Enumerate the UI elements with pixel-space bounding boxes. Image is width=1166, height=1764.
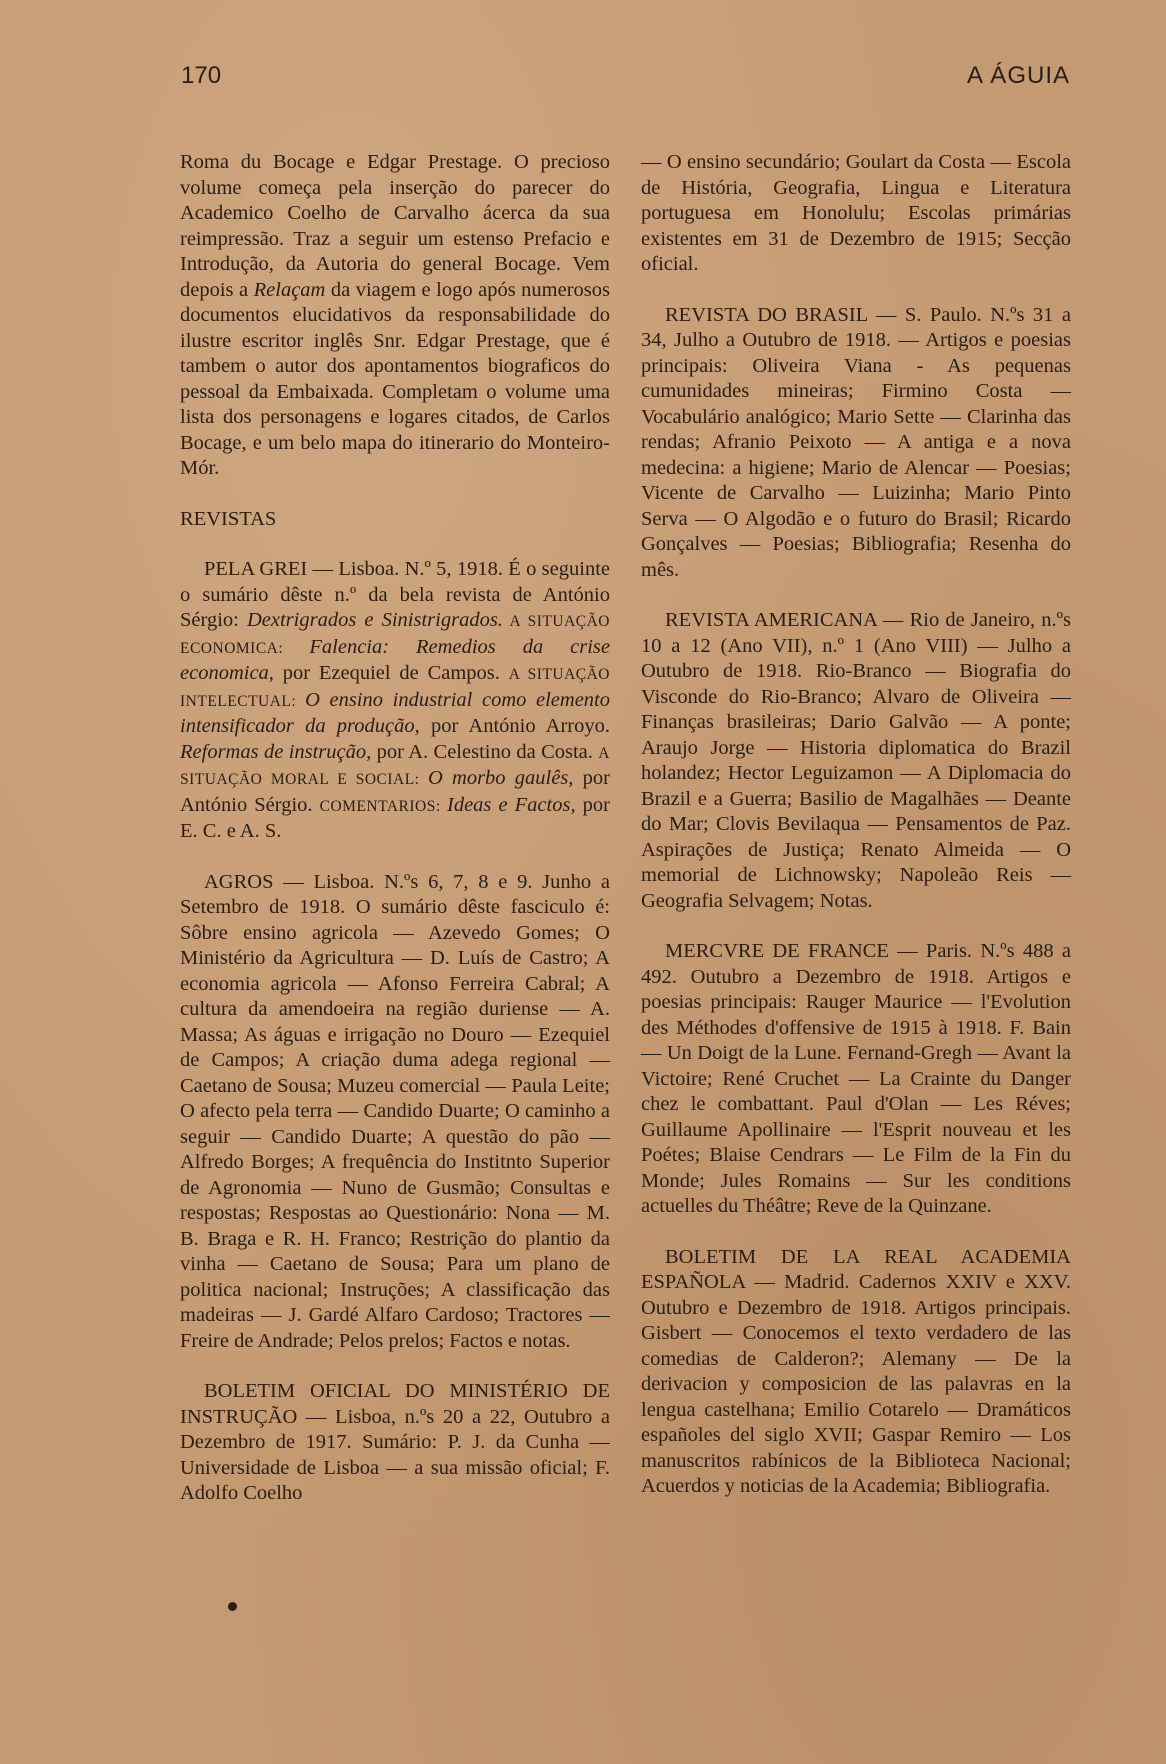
entry-revista-do-brasil: REVISTA DO BRASIL — S. Paulo. N.ºs 31 a 34, Julho a Outubro de 1918. — Artigos e poesias principais: Oliveira Viana - As pequenas cumunidades mineiras; Firmino Costa — Vocabulário analógico; Mario Sette — Clarinha das rendas; Afranio Peixoto — A antiga e a nova medecina: a higiene; Mario de Alencar — Poesias; Vicente de Carvalho — Luizinha; Mario Pinto Serva — O Algodão e o futuro do Brasil; Ricardo Gonçalves — Poesias; Bibliografia; Resenha do mês. xyxy=(641,303,1071,581)
page-number: 170 xyxy=(181,62,222,89)
left-column xyxy=(180,150,610,1507)
continuation-paragraph: — O ensino secundário; Goulart da Costa — Escola de História, Geografia, Lingua e Literatura portuguesa em Honolulu; Escolas primárias existentes em 31 de Dezembro de 1915; Secção oficial. xyxy=(641,151,1071,275)
entry-revista-americana: REVISTA AMERICANA — Rio de Janeiro, n.ºs 10 a 12 (Ano VII), n.º 1 (Ano VIII) — Julho a Outubro de 1918. Rio-Branco — Biografia do Visconde do Rio-Branco; Alvaro de Oliveira — Finanças brasileiras; Dario Galvão — A ponte; Araujo Jorge — Historia diplomatica do Brazil holandez; Hector Leguizamon — A Diplomacia do Brazil e a Guerra; Basilio de Magalhães — Deante do Mar; Clovis Bevilaqua — Pensamentos de Paz. Aspirações de Justiça; Renato Almeida — O memorial de Lichnowsky; Napoleão Reis — Geografia Selvagem; Notas. xyxy=(641,609,1071,912)
page-header xyxy=(0,62,1166,102)
bullet-ornament xyxy=(228,1602,237,1611)
entry-boletim-oficial: BOLETIM OFICIAL DO MINISTÉRIO DE INSTRUÇÃO — Lisboa, n.ºs 20 a 22, Outubro a Dezembro de 1917. Sumário: P. J. da Cunha — Universidade de Lisboa — a sua missão oficial; F. Adolfo Coelho xyxy=(180,1380,610,1504)
entry-pela-grei: PELA GREI — Lisboa. N.º 5, 1918. É o seguinte o sumário dêste n.º da bela revista de António Sérgio: Dextrigrados e Sinistrigrados. A SITUAÇÃO ECONOMICA: Falencia: Remedios da crise economica, por Ezequiel de Campos. A SITUAÇÃO INTELECTUAL: O ensino industrial como elemento intensificador da produção, por António Arroyo. Reformas de instrução, por A. Celestino da Costa. A SITUAÇÃO MORAL E SOCIAL: O morbo gaulês, por António Sérgio. COMENTARIOS: Ideas e Factos, por E. C. e A. S. xyxy=(180,558,611,842)
entry-mercure-de-france: MERCVRE DE FRANCE — Paris. N.ºs 488 a 492. Outubro a Dezembro de 1918. Artigos e poesias principais: Rauger Maurice — l'Evolution des Méthodes d'offensive de 1915 à 1918. F. Bain — Un Doigt de la Lune. Fernand-Gregh — Avant la Victoire; René Cruchet — La Crainte du Danger chez le combattant. Paul d'Olan — Les Réves; Guillaume Apollinaire — l'Esprit nouveau et les Poétes; Blaise Cendrars — Le Film de la Fin du Monde; Jules Romains — Sur les conditions actuelles du Théâtre; Reve de la Quinzane. xyxy=(641,940,1071,1217)
intro-paragraph: Roma du Bocage e Edgar Prestage. O precioso volume começa pela inserção do parecer do Academico Coelho de Carvalho ácerca da sua reimpressão. Traz a seguir um estenso Prefacio e Introdução, da Autoria do general Bocage. Vem depois a Relaçam da viagem e logo após numerosos documentos elucidativos da responsabilidade do ilustre escritor inglês Snr. Edgar Prestage, que é tambem o autor dos apontamentos biograficos do pessoal da Embaixada. Completam o volume uma lista dos personagens e logares citados, de Carlos Bocage, e um belo mapa do itinerario do Monteiro-Mór. xyxy=(180,151,610,479)
section-title-revistas: REVISTAS xyxy=(180,507,277,530)
entry-boletim-real-academia: BOLETIM DE LA REAL ACADEMIA ESPAÑOLA — Madrid. Cadernos XXIV e XXV. Outubro e Dezembro de 1918. Artigos principais. Gisbert — Conocemos el texto verdadero de las comedias de Calderon?; Alemany — De la derivacion y composicion de las palavras en la lengua castelhana; Emilio Cotarelo — Dramáticos españoles del siglo XVII; Gaspar Remiro — Los manuscritos rabínicos de la Biblioteca Nacional; Acuerdos y noticias de la Academia; Bibliografia. xyxy=(641,1245,1071,1497)
right-column xyxy=(641,150,1071,1500)
entry-agros: AGROS — Lisboa. N.ºs 6, 7, 8 e 9. Junho a Setembro de 1918. O sumário dêste fasciculo é: Sôbre ensino agricola — Azevedo Gomes; O Ministério da Agricultura — D. Luís de Castro; A economia agricola — Afonso Ferreira Cabral; A cultura da amendoeira na região duriense — A. Massa; As águas e irrigação no Douro — Ezequiel de Campos; A criação duma adega regional — Caetano de Sousa; Muzeu comercial — Paula Leite; O afecto pela terra — Candido Duarte; O caminho a seguir — Candido Duarte; A questão do pão — Alfredo Borges; A frequência do Institnto Superior de Agronomia — Nuno de Gusmão; Consultas e respostas; Respostas ao Questionário: Nona — M. B. Braga e R. H. Franco; Restrição do plantio da vinha — Caetano de Sousa; Para um plano de politica nacional; Instruções; A classificação das madeiras — J. Gardé Alfaro Cardoso; Tractores — Freire de Andrade; Pelos prelos; Factos e notas. xyxy=(180,870,610,1352)
running-title: A ÁGUIA xyxy=(966,62,1070,89)
